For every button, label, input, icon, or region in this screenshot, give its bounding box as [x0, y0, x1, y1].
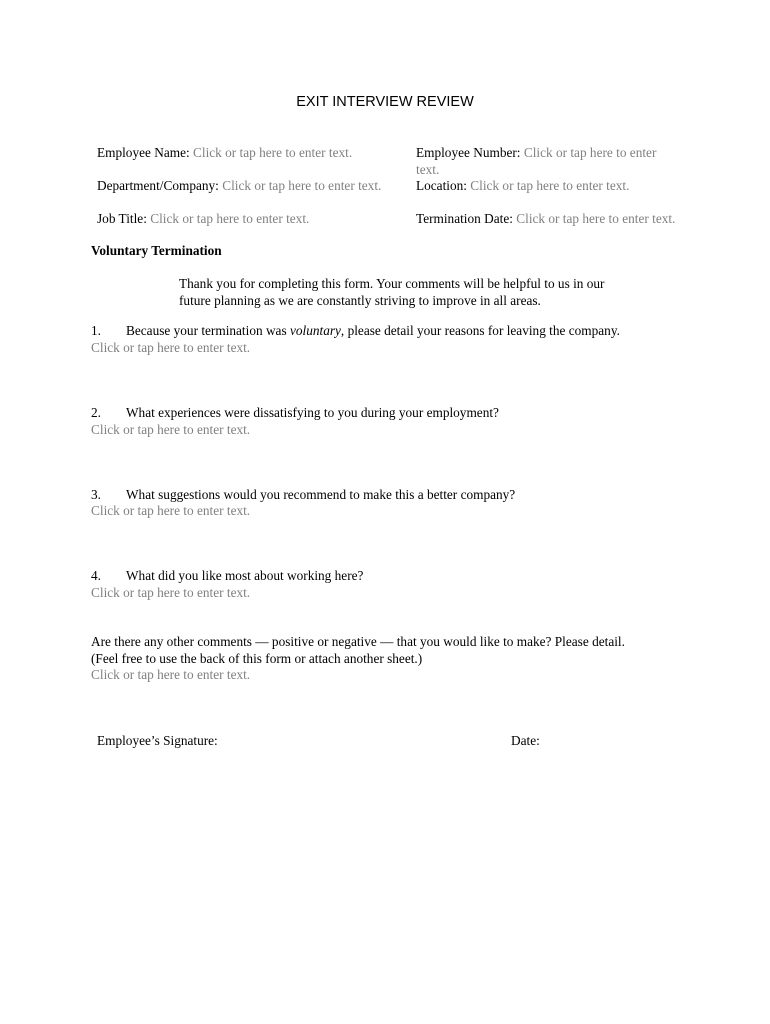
question-number: 1.	[91, 323, 101, 338]
section-heading: Voluntary Termination	[91, 243, 222, 258]
department-company-input[interactable]: Click or tap here to enter text.	[222, 178, 382, 193]
answer-2-input[interactable]: Click or tap here to enter text.	[91, 422, 251, 437]
location-row	[416, 178, 678, 195]
comments-input[interactable]: Click or tap here to enter text.	[91, 667, 251, 682]
page-title: EXIT INTERVIEW REVIEW	[296, 94, 474, 110]
question-1: 1. Because your termination was voluntary, please detail your reasons for leaving the company.	[91, 323, 620, 338]
employee-number-label: Employee Number:	[416, 145, 521, 160]
comments-note: (Feel free to use the back of this form or attach another sheet.)	[91, 651, 423, 666]
comments-prompt: Are there any other comments — positive or negative — that you would like to make? Please detail.	[91, 634, 625, 649]
date-label: Date:	[511, 733, 540, 748]
location-label: Location:	[416, 178, 467, 193]
termination-date-row	[416, 211, 678, 228]
answer-1-input[interactable]: Click or tap here to enter text.	[91, 340, 251, 355]
question-4: 4. What did you like most about working here?	[91, 568, 364, 583]
answer-3-input[interactable]: Click or tap here to enter text.	[91, 503, 251, 518]
question-number: 2.	[91, 405, 101, 420]
question-number: 4.	[91, 568, 101, 583]
job-title-label: Job Title:	[97, 211, 147, 226]
intro-text: Thank you for completing this form. Your comments will be helpful to us in our future planning as we are constantly striving to improve in all areas.	[179, 276, 605, 308]
question-3: 3. What suggestions would you recommend to make this a better company?	[91, 487, 516, 502]
employee-name-input[interactable]: Click or tap here to enter text.	[193, 145, 353, 160]
department-company-row	[97, 178, 412, 195]
employee-number-row	[416, 145, 678, 178]
employee-number-input[interactable]: Click or tap here to enter text.	[416, 145, 657, 177]
job-title-input[interactable]: Click or tap here to enter text.	[150, 211, 310, 226]
location-input[interactable]: Click or tap here to enter text.	[470, 178, 630, 193]
signature-label: Employee’s Signature:	[97, 733, 218, 748]
termination-date-input[interactable]: Click or tap here to enter text.	[516, 211, 676, 226]
employee-name-label: Employee Name:	[97, 145, 190, 160]
termination-date-label: Termination Date:	[416, 211, 513, 226]
answer-4-input[interactable]: Click or tap here to enter text.	[91, 585, 251, 600]
employee-name-row	[97, 145, 407, 162]
department-company-label: Department/Company:	[97, 178, 219, 193]
question-number: 3.	[91, 487, 101, 502]
question-2: 2. What experiences were dissatisfying to you during your employment?	[91, 405, 499, 420]
job-title-row	[97, 211, 407, 228]
